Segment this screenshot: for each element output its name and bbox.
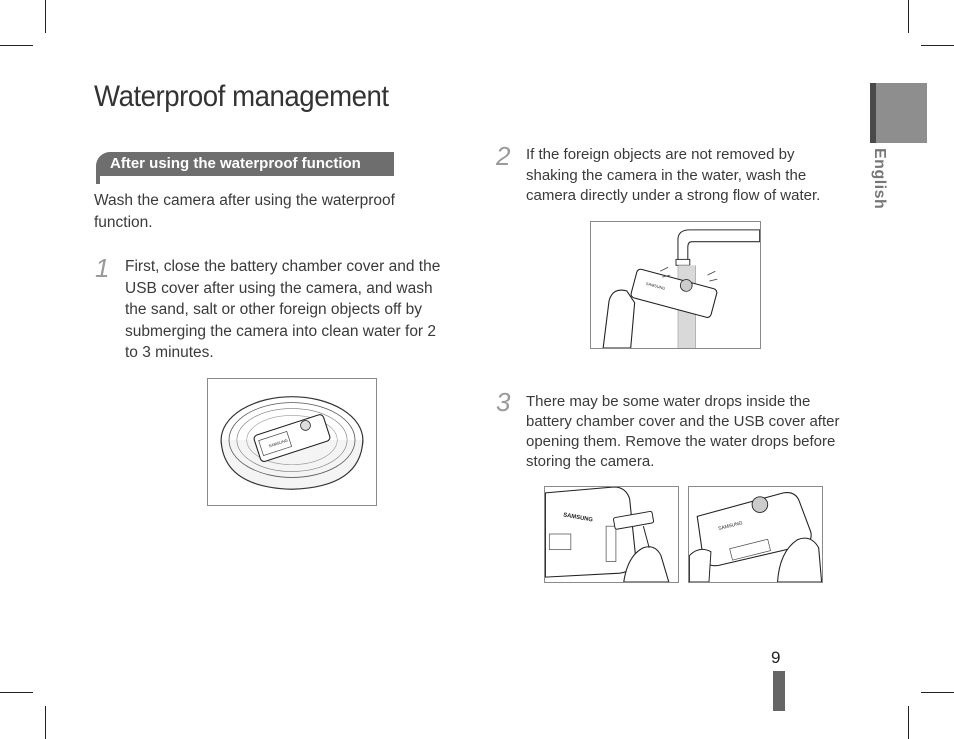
page-number: 9 (771, 648, 781, 667)
section-intro: Wash the camera after using the waterproof function. (94, 192, 395, 231)
figure-drying-covers-left (544, 486, 679, 583)
step-3-text: There may be some water drops inside the battery chamber cover and the USB cover after opening them. Remove the water drops before storing the camera. (526, 393, 840, 470)
crop-mark (0, 692, 33, 693)
figure-drying-covers-right (688, 486, 823, 583)
crop-mark (921, 45, 954, 46)
tap-illustration (591, 222, 760, 348)
language-tab-block (870, 83, 927, 143)
crop-mark (45, 706, 46, 739)
bowl-illustration (208, 379, 376, 505)
step-2-text: If the foreign objects are not removed by shaking the camera in the water, wash the camera directly under a strong flow of water. (526, 146, 821, 204)
brand-label: SAMSUNG (267, 437, 289, 449)
section-heading-tail (96, 176, 100, 184)
brand-label: SAMSUNG (718, 521, 744, 533)
section-heading: After using the waterproof function (96, 152, 394, 176)
figure-camera-in-water-bowl (207, 378, 377, 506)
language-tab-label: English (871, 148, 888, 210)
step-3-number: 3 (496, 387, 511, 417)
brand-label: SAMSUNG (645, 280, 666, 291)
drying-left-illustration (545, 487, 678, 582)
drying-right-illustration (689, 487, 822, 582)
page-number-bar (773, 671, 785, 711)
page-title: Waterproof management (94, 80, 389, 113)
brand-label: SAMSUNG (562, 512, 594, 524)
crop-mark (45, 0, 46, 33)
crop-mark (908, 706, 909, 739)
crop-mark (921, 692, 954, 693)
figure-camera-under-tap (590, 221, 761, 349)
language-tab-bar (870, 83, 876, 143)
crop-mark (908, 0, 909, 33)
step-1-number: 1 (95, 253, 110, 283)
step-1-text: First, close the battery chamber cover and the USB cover after using the camera, and wash the sand, salt or other foreign objects off by submerging the camera into clean water for 2 to 3 minutes. (125, 258, 441, 361)
crop-mark (0, 45, 33, 46)
step-2-number: 2 (496, 141, 511, 171)
